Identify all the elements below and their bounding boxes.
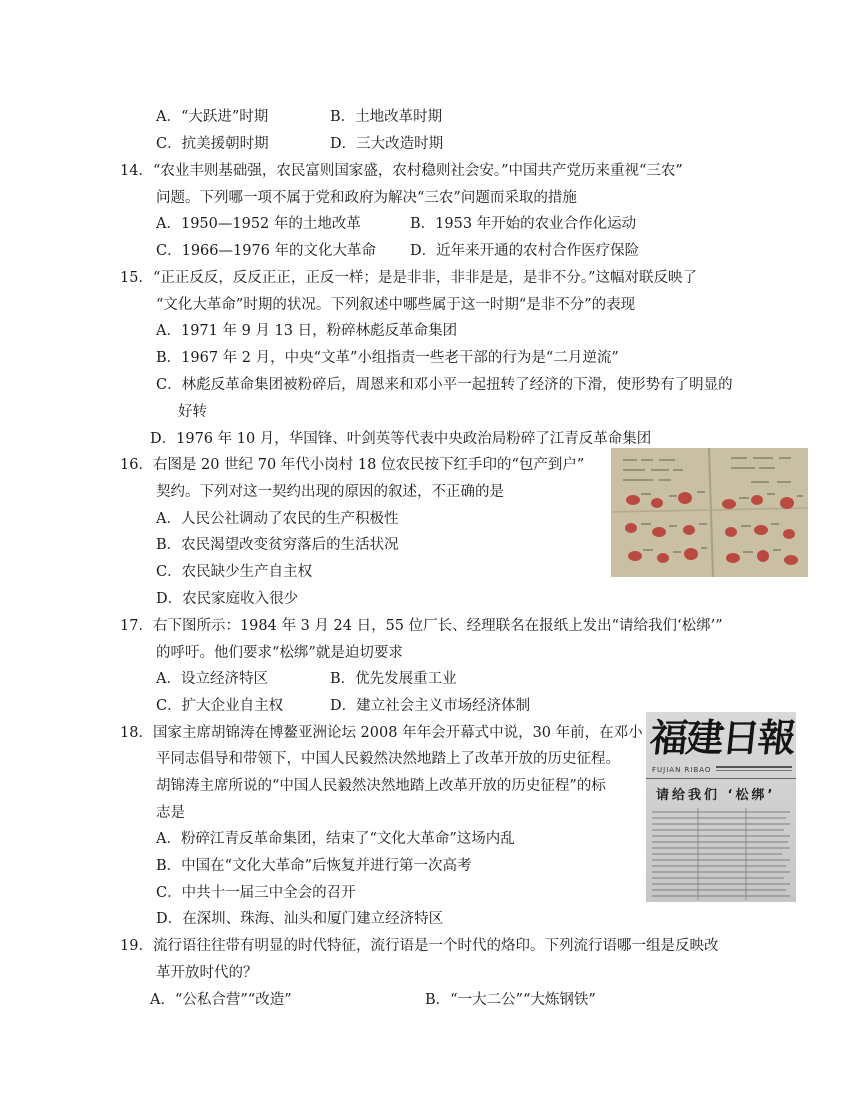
q19-stem-cont: 革开放时代的？ bbox=[156, 965, 258, 981]
q14-stem: 14．“农业丰则基础强，农民富则国家盛，农村稳则社会安。”中国共产党历来重视“三农” bbox=[120, 163, 683, 179]
q19-stem: 19．流行语往往带有明显的时代特征，流行语是一个时代的烙印。下列流行语哪一组是反映改 bbox=[120, 938, 719, 954]
q15-option-c: C．林彪反革命集团被粉碎后，周恩来和邓小平一起扭转了经济的下滑，使形势有了明显的 bbox=[156, 377, 733, 393]
q15-stem-cont: “文化大革命”时期的状况。下列叙述中哪些属于这一时期“是非不分”的表现 bbox=[156, 297, 636, 313]
q16-stem: 16．右图是 20 世纪 70 年代小岗村 18 位农民按下红手印的“包产到户” bbox=[120, 457, 585, 473]
q15-option-d: D．1976 年 10 月，华国锋、叶剑英等代表中央政治局粉碎了江青反革命集团 bbox=[150, 431, 652, 447]
q15-option-b: B．1967 年 2 月，中央“文革”小组指责一些老干部的行为是“二月逆流” bbox=[156, 350, 619, 366]
newspaper-rule bbox=[646, 778, 796, 779]
q17-stem-cont: 的呼吁。他们要求“松绑”就是迫切要求 bbox=[156, 645, 403, 661]
newspaper-romanization: FUJIAN RIBAO bbox=[652, 766, 712, 774]
q18-stem-cont-1: 平同志倡导和带领下，中国人民毅然决然地踏上了改革开放的历史征程。 bbox=[156, 751, 620, 767]
q16-option-d: D．农民家庭收入很少 bbox=[156, 591, 299, 607]
q16-option-b: B．农民渴望改变贫穷落后的生活状况 bbox=[156, 537, 399, 553]
q16-option-c: C．农民缺少生产自主权 bbox=[156, 564, 313, 580]
q17-option-b: B．优先发展重工业 bbox=[330, 671, 457, 687]
contract-fingerprint-drawing bbox=[611, 448, 808, 577]
contract-fingerprint-photo bbox=[611, 448, 808, 577]
q13-option-a: A．“大跃进”时期 bbox=[156, 109, 269, 125]
q18-option-b: B．中国在“文化大革命”后恢复并进行第一次高考 bbox=[156, 858, 472, 874]
newspaper-body-text bbox=[646, 806, 796, 902]
newspaper-headline: 请给我们 ‘松绑’ bbox=[656, 788, 776, 803]
q17-option-d: D．建立社会主义市场经济体制 bbox=[330, 698, 531, 714]
q13-option-b: B．土地改革时期 bbox=[330, 109, 443, 125]
q16-option-a: A．人民公社调动了农民的生产积极性 bbox=[156, 511, 399, 527]
q15-option-a: A．1971 年 9 月 13 日，粉碎林彪反革命集团 bbox=[156, 323, 458, 339]
newspaper-masthead: 福建日報 bbox=[647, 715, 796, 760]
q14-stem-cont: 问题。下列哪一项不属于党和政府为解决“三农”问题而采取的措施 bbox=[156, 190, 577, 206]
q14-option-d: D．近年来开通的农村合作医疗保险 bbox=[410, 243, 640, 259]
q14-option-c: C．1966—1976 年的文化大革命 bbox=[156, 243, 377, 259]
q19-option-a: A．“公私合营”“改造” bbox=[150, 992, 292, 1008]
q14-option-a: A．1950—1952 年的土地改革 bbox=[156, 216, 361, 232]
q18-option-c: C．中共十一届三中全会的召开 bbox=[156, 885, 356, 901]
q15-stem: 15．“正正反反，反反正正，正反一样；是是非非，非非是是，是非不分。”这幅对联反映了 bbox=[120, 270, 698, 286]
q18-stem-cont-3: 志是 bbox=[156, 805, 185, 821]
q18-stem: 18．国家主席胡锦涛在博鳌亚洲论坛 2008 年年会开幕式中说，30 年前，在邓小 bbox=[120, 725, 643, 741]
q14-option-b: B．1953 年开始的农业合作化运动 bbox=[410, 216, 637, 232]
q16-stem-cont: 契约。下列对这一契约出现的原因的叙述，不正确的是 bbox=[156, 484, 504, 500]
fujian-daily-newspaper-photo bbox=[646, 712, 796, 902]
q17-option-c: C．扩大企业自主权 bbox=[156, 698, 284, 714]
q13-option-d: D．三大改造时期 bbox=[330, 136, 444, 152]
q13-option-c: C．抗美援朝时期 bbox=[156, 136, 269, 152]
q18-option-d: D．在深圳、珠海、汕头和厦门建立经济特区 bbox=[156, 911, 444, 927]
q18-option-a: A．粉碎江青反革命集团，结束了“文化大革命”这场内乱 bbox=[156, 831, 515, 847]
q17-stem: 17．右下图所示：1984 年 3 月 24 日，55 位厂长、经理联名在报纸上发出“请给我们‘松绑’” bbox=[120, 618, 723, 634]
q15-option-c-cont: 好转 bbox=[178, 404, 207, 420]
q17-option-a: A．设立经济特区 bbox=[156, 671, 268, 687]
q19-option-b: B．“一大二公”“大炼钢铁” bbox=[425, 992, 596, 1008]
q18-stem-cont-2: 胡锦涛主席所说的“中国人民毅然决然地踏上改革开放的历史征程”的标 bbox=[156, 778, 606, 794]
newspaper-header-strip bbox=[716, 764, 792, 774]
